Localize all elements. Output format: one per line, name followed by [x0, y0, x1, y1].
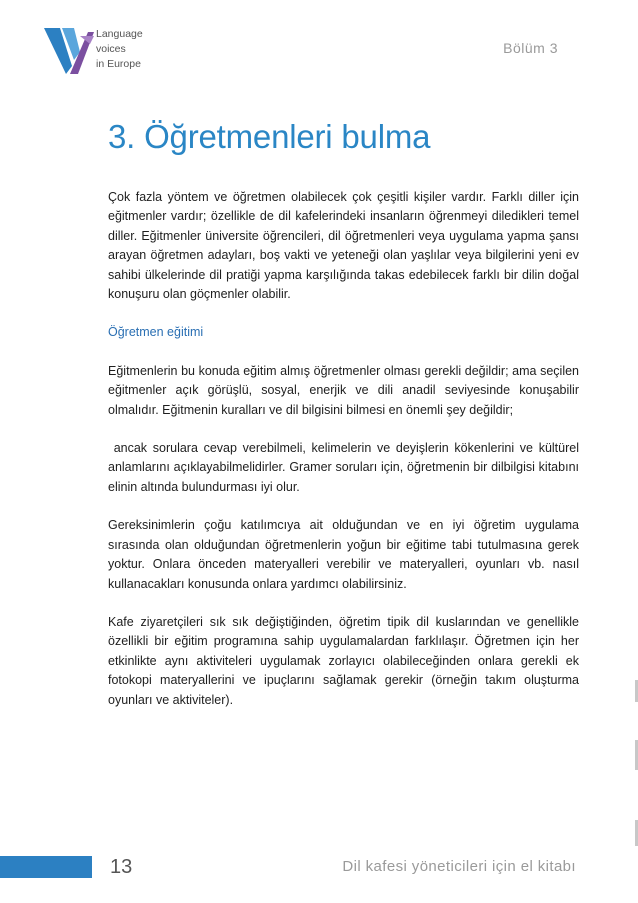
- logo-line-2: voices: [96, 43, 126, 55]
- chapter-label: Bölüm 3: [503, 40, 558, 56]
- intro-paragraph: Çok fazla yöntem ve öğretmen olabilecek çok çeşitli kişiler vardır. Farklı diller için eğitmenler vardır; özellikle de dil kafelerindeki insanların öğrenmeyi diledikleri temel diller. Eğitmenler üniversite öğrencileri, dil öğretmenleri veya uygulama yapma şansı arayan öğretmen adayları, boş vakti ve yeteneği olan yaşlılar veya bilgilerini yeni ev sahibi ülkelerinde dil pratiği yapma karşılığında takas edebilecek farklı bir dilin doğal konuşuru olan göçmenler olabilir.: [108, 190, 579, 302]
- main-content: [108, 188, 583, 729]
- logo-line-3: in Europe: [96, 58, 141, 70]
- paragraph-2: ancak sorulara cevap verebilmeli, kelimelerin ve deyişlerin kökenlerini ve kültürel anlamlarını açıklayabilmelidirler. Gramer soruları için, öğretmenin bir dilbilgisi kitabını elinin altında bulundurması iyi olur.: [108, 441, 583, 494]
- paragraph-1: Eğitmenlerin bu konuda eğitim almış öğretmenler olması gerekli değildir; ama seçilen eğitmenler açık görüşlü, sosyal, enerjik ve dili anadil seviyesinde konuşabilir olmalıdır. Eğitmenin kuralları ve dil bilgisini bilmesi en önemli şey değildir;: [108, 363, 579, 417]
- logo-line-1: Language: [96, 28, 143, 40]
- paragraph-4: Kafe ziyaretçileri sık sık değiştiğinden, öğretim tipik dil kuslarından ve genellikle özellikli bir eğitim programına sahip uygulamalardan farklılaşır. Öğretmen için her etkinlikte aynı aktiviteleri uygulamak zorlayıcı olabileceğinden onlara gerekli ek fotokopi materyallerini ve ipuçlarını sağlamak gerekir (örneğin takım oluşturma oyunları ve aktiviteler).: [108, 614, 579, 707]
- logo-wordmark: [96, 27, 143, 72]
- page-title: 3. Öğretmenleri bulma: [108, 118, 431, 155]
- footer-accent-bar: [0, 856, 92, 878]
- page-number: 13: [110, 856, 133, 878]
- paragraph-3: Gereksinimlerin çoğu katılımcıya ait olduğundan ve en iyi öğretim uygulama sırasında olan olduğundan öğretmenlerin yoğun bir eğitime tabi tutulmasına gerek yoktur. Onlara önceden materyalleri verebilir ve materyalleri, oyunları vb. nasıl kullanacakları konusunda onlara yardımcı olabilirsiniz.: [108, 518, 579, 591]
- footer-book-title: Dil kafesi yöneticileri için el kitabı: [342, 858, 576, 875]
- section-subheading: Öğretmen eğitimi: [108, 325, 204, 340]
